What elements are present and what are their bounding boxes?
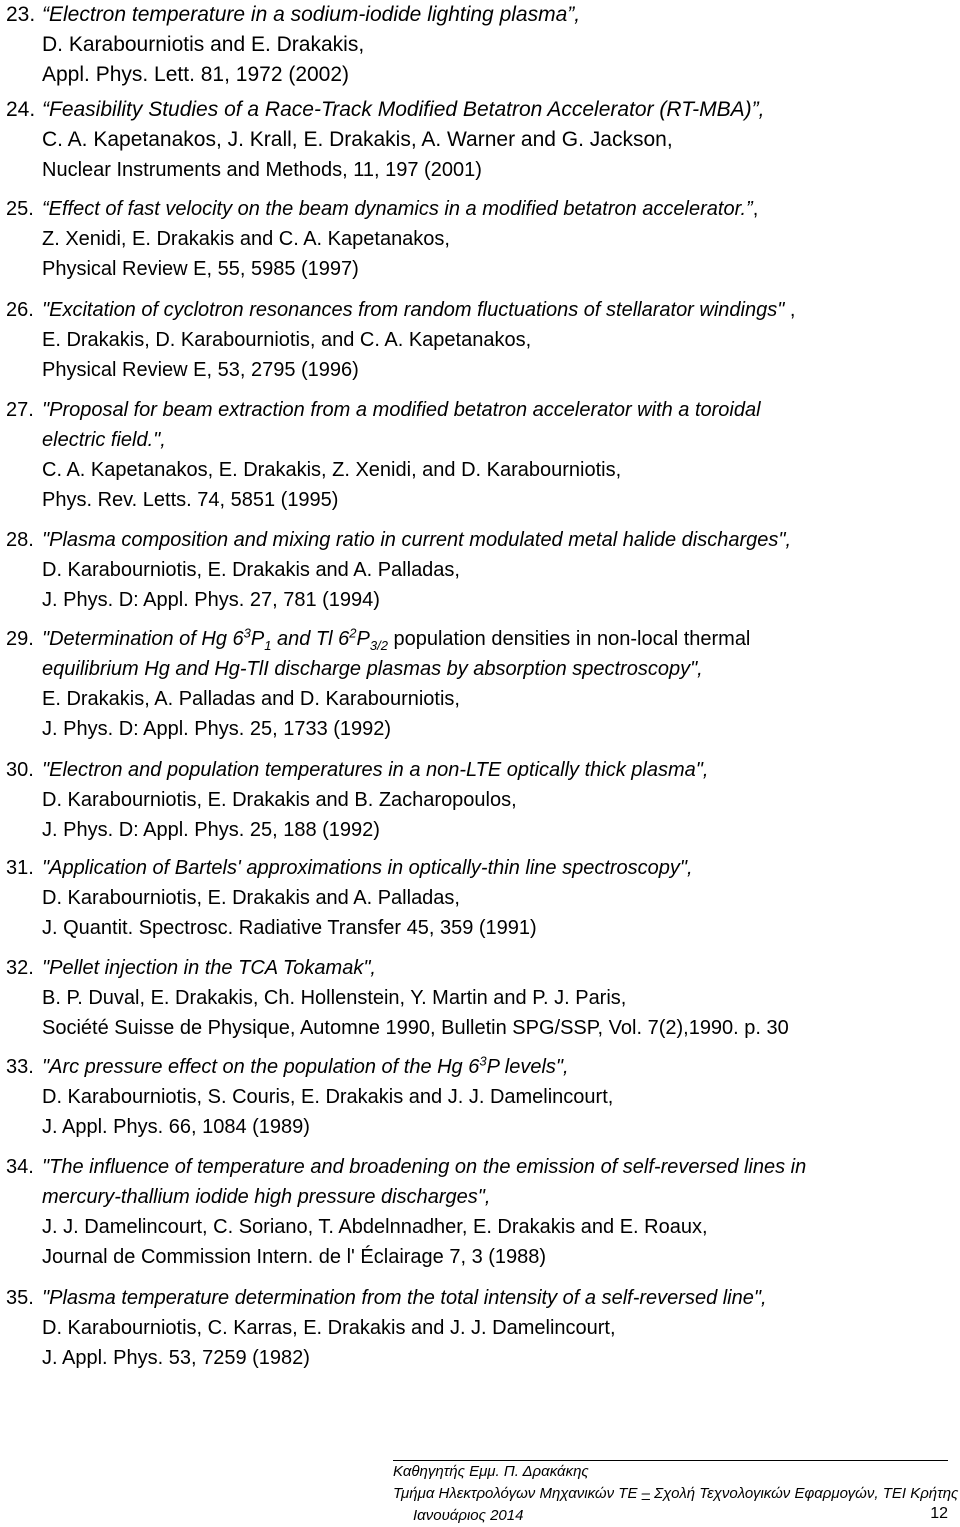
ref-journal: Physical Review E, 55, 5985 (1997) [42, 258, 359, 280]
ref-title: “Feasibility Studies of a Race-Track Modified Betatron Accelerator (RT-MBA)”, [42, 98, 765, 121]
reference-29 [6, 624, 956, 744]
reference-34 [6, 1152, 956, 1272]
ref-journal: Phys. Rev. Letts. 74, 5851 (1995) [42, 489, 339, 511]
reference-33 [6, 1052, 956, 1142]
reference-25 [6, 194, 956, 284]
ref-title: "Pellet injection in the TCA Tokamak", [42, 957, 376, 979]
ref-title: "Plasma composition and mixing ratio in current modulated metal halide discharges", [42, 529, 792, 551]
ref-journal: Société Suisse de Physique, Automne 1990, Bulletin SPG/SSP, Vol. 7(2),1990. p. 30 [42, 1017, 789, 1039]
footer-department: Τμήμα Ηλεκτρολόγων Μηχανικών ΤΕ – Σχολή Τεχνολογικών Εφαρμογών, ΤΕΙ Κρήτης [393, 1485, 959, 1502]
ref-authors: C. A. Kapetanakos, E. Drakakis, Z. Xenidi, and D. Karabourniotis, [42, 459, 622, 481]
ref-journal: J. Quantit. Spectrosc. Radiative Transfer 45, 359 (1991) [42, 917, 537, 939]
ref-authors: D. Karabourniotis and E. Drakakis, [42, 33, 365, 56]
footer-date: Ιανουάριος 2014 [413, 1507, 524, 1524]
page-number: 12 [930, 1505, 948, 1522]
ref-number: 28. [6, 529, 34, 551]
ref-authors: D. Karabourniotis, E. Drakakis and A. Palladas, [42, 887, 460, 909]
ref-number: 35. [6, 1287, 34, 1309]
ref-title-rest: population densities in non-local thermal [387, 628, 751, 650]
ref-number: 25. [6, 198, 34, 220]
ref-journal: J. Phys. D: Appl. Phys. 27, 781 (1994) [42, 589, 380, 611]
ref-journal: Nuclear Instruments and Methods, 11, 197 (2001) [42, 159, 482, 181]
ref-number: 34. [6, 1156, 34, 1178]
ref-authors: B. P. Duval, E. Drakakis, Ch. Hollenstein, Y. Martin and P. J. Paris, [42, 987, 627, 1009]
ref-title: "Arc pressure effect on the population of the Hg $6^3P$ levels", [42, 1053, 569, 1078]
footer-author: Καθηγητής Εμμ. Π. Δρακάκης [393, 1463, 589, 1480]
ref-journal: Physical Review E, 53, 2795 (1996) [42, 359, 359, 381]
ref-authors: C. A. Kapetanakos, J. Krall, E. Drakakis, A. Warner and G. Jackson, [42, 128, 673, 151]
ref-title-tail: , [784, 299, 796, 321]
ref-authors: D. Karabourniotis, E. Drakakis and B. Zacharopoulos, [42, 789, 517, 811]
ref-journal: J. Phys. D: Appl. Phys. 25, 188 (1992) [42, 819, 380, 841]
reference-31 [6, 853, 956, 943]
reference-28 [6, 525, 956, 615]
ref-number: 27. [6, 399, 34, 421]
ref-authors: E. Drakakis, A. Palladas and D. Karabourniotis, [42, 688, 460, 710]
page-footer [393, 1460, 959, 1527]
ref-number: 29. [6, 628, 34, 650]
ref-number: 26. [6, 299, 34, 321]
reference-24 [6, 95, 956, 185]
ref-title: "Excitation of cyclotron resonances from random fluctuations of stellarator windings" [42, 299, 785, 321]
reference-32 [6, 953, 956, 1043]
ref-title: "Plasma temperature determination from the total intensity of a self-reversed line", [42, 1287, 767, 1309]
ref-authors: E. Drakakis, D. Karabourniotis, and C. A. Kapetanakos, [42, 329, 532, 351]
ref-authors: Z. Xenidi, E. Drakakis and C. A. Kapetanakos, [42, 228, 450, 250]
ref-number: 31. [6, 857, 34, 879]
ref-title-cont: equilibrium Hg and Hg-TlI discharge plasmas by absorption spectroscopy", [42, 658, 703, 680]
ref-number: 30. [6, 759, 34, 781]
ref-number: 24. [6, 98, 36, 121]
ref-authors: D. Karabourniotis, S. Couris, E. Drakakis and J. J. Damelincourt, [42, 1086, 614, 1108]
ref-authors: D. Karabourniotis, C. Karras, E. Drakakis and J. J. Damelincourt, [42, 1317, 616, 1339]
ref-title: “Electron temperature in a sodium-iodide lighting plasma”, [42, 3, 581, 26]
reference-27 [6, 395, 956, 515]
ref-title: “Effect of fast velocity on the beam dynamics in a modified betatron accelerator.” [42, 198, 753, 220]
ref-number: 33. [6, 1056, 34, 1078]
ref-number: 32. [6, 957, 34, 979]
ref-title: "Electron and population temperatures in a non-LTE optically thick plasma", [42, 759, 709, 781]
ref-title: "Proposal for beam extraction from a modified betatron accelerator with a toroidal [42, 399, 761, 421]
ref-title: "The influence of temperature and broadening on the emission of self-reversed lines in [42, 1156, 807, 1178]
ref-journal: Appl. Phys. Lett. 81, 1972 (2002) [42, 63, 350, 86]
ref-authors: J. J. Damelincourt, C. Soriano, T. Abdelnnadher, E. Drakakis and E. Roaux, [42, 1216, 708, 1238]
ref-title-tail: , [752, 198, 759, 220]
reference-23 [6, 0, 956, 90]
ref-title-cont: mercury-thallium iodide high pressure discharges", [42, 1186, 491, 1208]
ref-journal: Journal de Commission Intern. de l' Éclairage 7, 3 (1988) [42, 1246, 547, 1268]
ref-authors: D. Karabourniotis, E. Drakakis and A. Palladas, [42, 559, 460, 581]
ref-title-cont: electric field.", [42, 429, 166, 451]
ref-journal: J. Appl. Phys. 66, 1084 (1989) [42, 1116, 310, 1138]
ref-title: "Determination of Hg $6^3P_1$ and Tl $6^2P_{3/2}$ [42, 625, 388, 653]
ref-journal: J. Appl. Phys. 53, 7259 (1982) [42, 1347, 310, 1369]
ref-number: 23. [6, 3, 36, 26]
reference-26 [6, 295, 956, 385]
reference-30 [6, 755, 956, 845]
reference-35 [6, 1283, 956, 1373]
ref-journal: J. Phys. D: Appl. Phys. 25, 1733 (1992) [42, 718, 392, 740]
ref-title: "Application of Bartels' approximations in optically-thin line spectroscopy", [42, 857, 693, 879]
